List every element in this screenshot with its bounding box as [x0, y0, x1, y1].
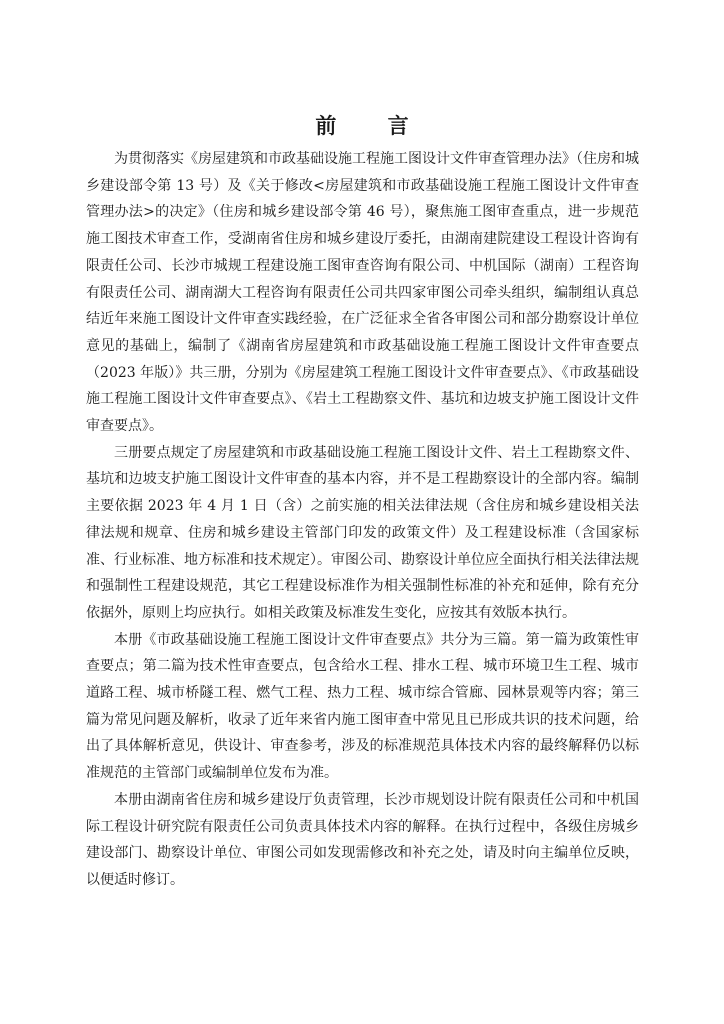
- paragraph-4: 本册由湖南省住房和城乡建设厅负责管理，长沙市规划设计院有限责任公司和中机国际工程设计研究院有限责任公司负责具体技术内容的解释。在执行过程中，各级住房城乡建设部门、勘察设计单位、审图公司如发现需修改和补充之处，请及时向主编单位反映，以便适时修订。: [86, 791, 639, 888]
- paragraph-1: 为贯彻落实《房屋建筑和市政基础设施工程施工图设计文件审查管理办法》（住房和城乡建设部令第 13 号）及《关于修改<房屋建筑和市政基础设施工程施工图设计文件审查管理办法>的决定》（住房和城乡建设部令第 46 号），聚焦施工图审查重点，进一步规范施工图技术审查工作，受湖南省住房和城乡建设厅委托，由湖南建院建设工程设计咨询有限责任公司、长沙市城规工程建设施工图审查咨询有限公司、中机国际（湖南）工程咨询有限责任公司、湖南湖大工程咨询有限责任公司共四家审图公司牵头组织，编制组认真总结近年来施工图设计文件审查实践经验，在广泛征求全省各审图公司和部分勘察设计单位意见的基础上，编制了《湖南省房屋建筑和市政基础设施工程施工图设计文件审查要点（2023 年版）》共三册，分别为《房屋建筑工程施工图设计文件审查要点》、《市政基础设施工程施工图设计文件审查要点》、《岩土工程勘察文件、基坑和边坡支护施工图设计文件审查要点》。: [86, 151, 639, 435]
- preface-body: [86, 146, 639, 894]
- page-title: 前 言: [315, 113, 431, 138]
- paragraph-3: 本册《市政基础设施工程施工图设计文件审查要点》共分为三篇。第一篇为政策性审查要点；第二篇为技术性审查要点，包含给水工程、排水工程、城市环境卫生工程、城市道路工程、城市桥隧工程、燃气工程、热力工程、城市综合管廊、园林景观等内容；第三篇为常见问题及解析，收录了近年来省内施工图审查中常见且已形成共识的技术问题，给出了具体解析意见，供设计、审查参考，涉及的标准规范具体技术内容的最终解释仍以标准规范的主管部门或编制单位发布为准。: [86, 631, 639, 782]
- paragraph-2: 三册要点规定了房屋建筑和市政基础设施工程施工图设计文件、岩土工程勘察文件、基坑和边坡支护施工图设计文件审查的基本内容，并不是工程勘察设计的全部内容。编制主要依据 2023 年 4 月 1 日（含）之前实施的相关法律法规（含住房和城乡建设相关法律法规和规章、住房和城乡建设主管部门印发的政策文件）及工程建设标准（含国家标准、行业标准、地方标准和技术规定）。审图公司、勘察设计单位应全面执行相关法律法规和强制性工程建设规范，其它工程建设标准作为相关强制性标准的补充和延伸，除有充分依据外，原则上均应执行。如相关政策及标准发生变化，应按其有效版本执行。: [86, 444, 639, 621]
